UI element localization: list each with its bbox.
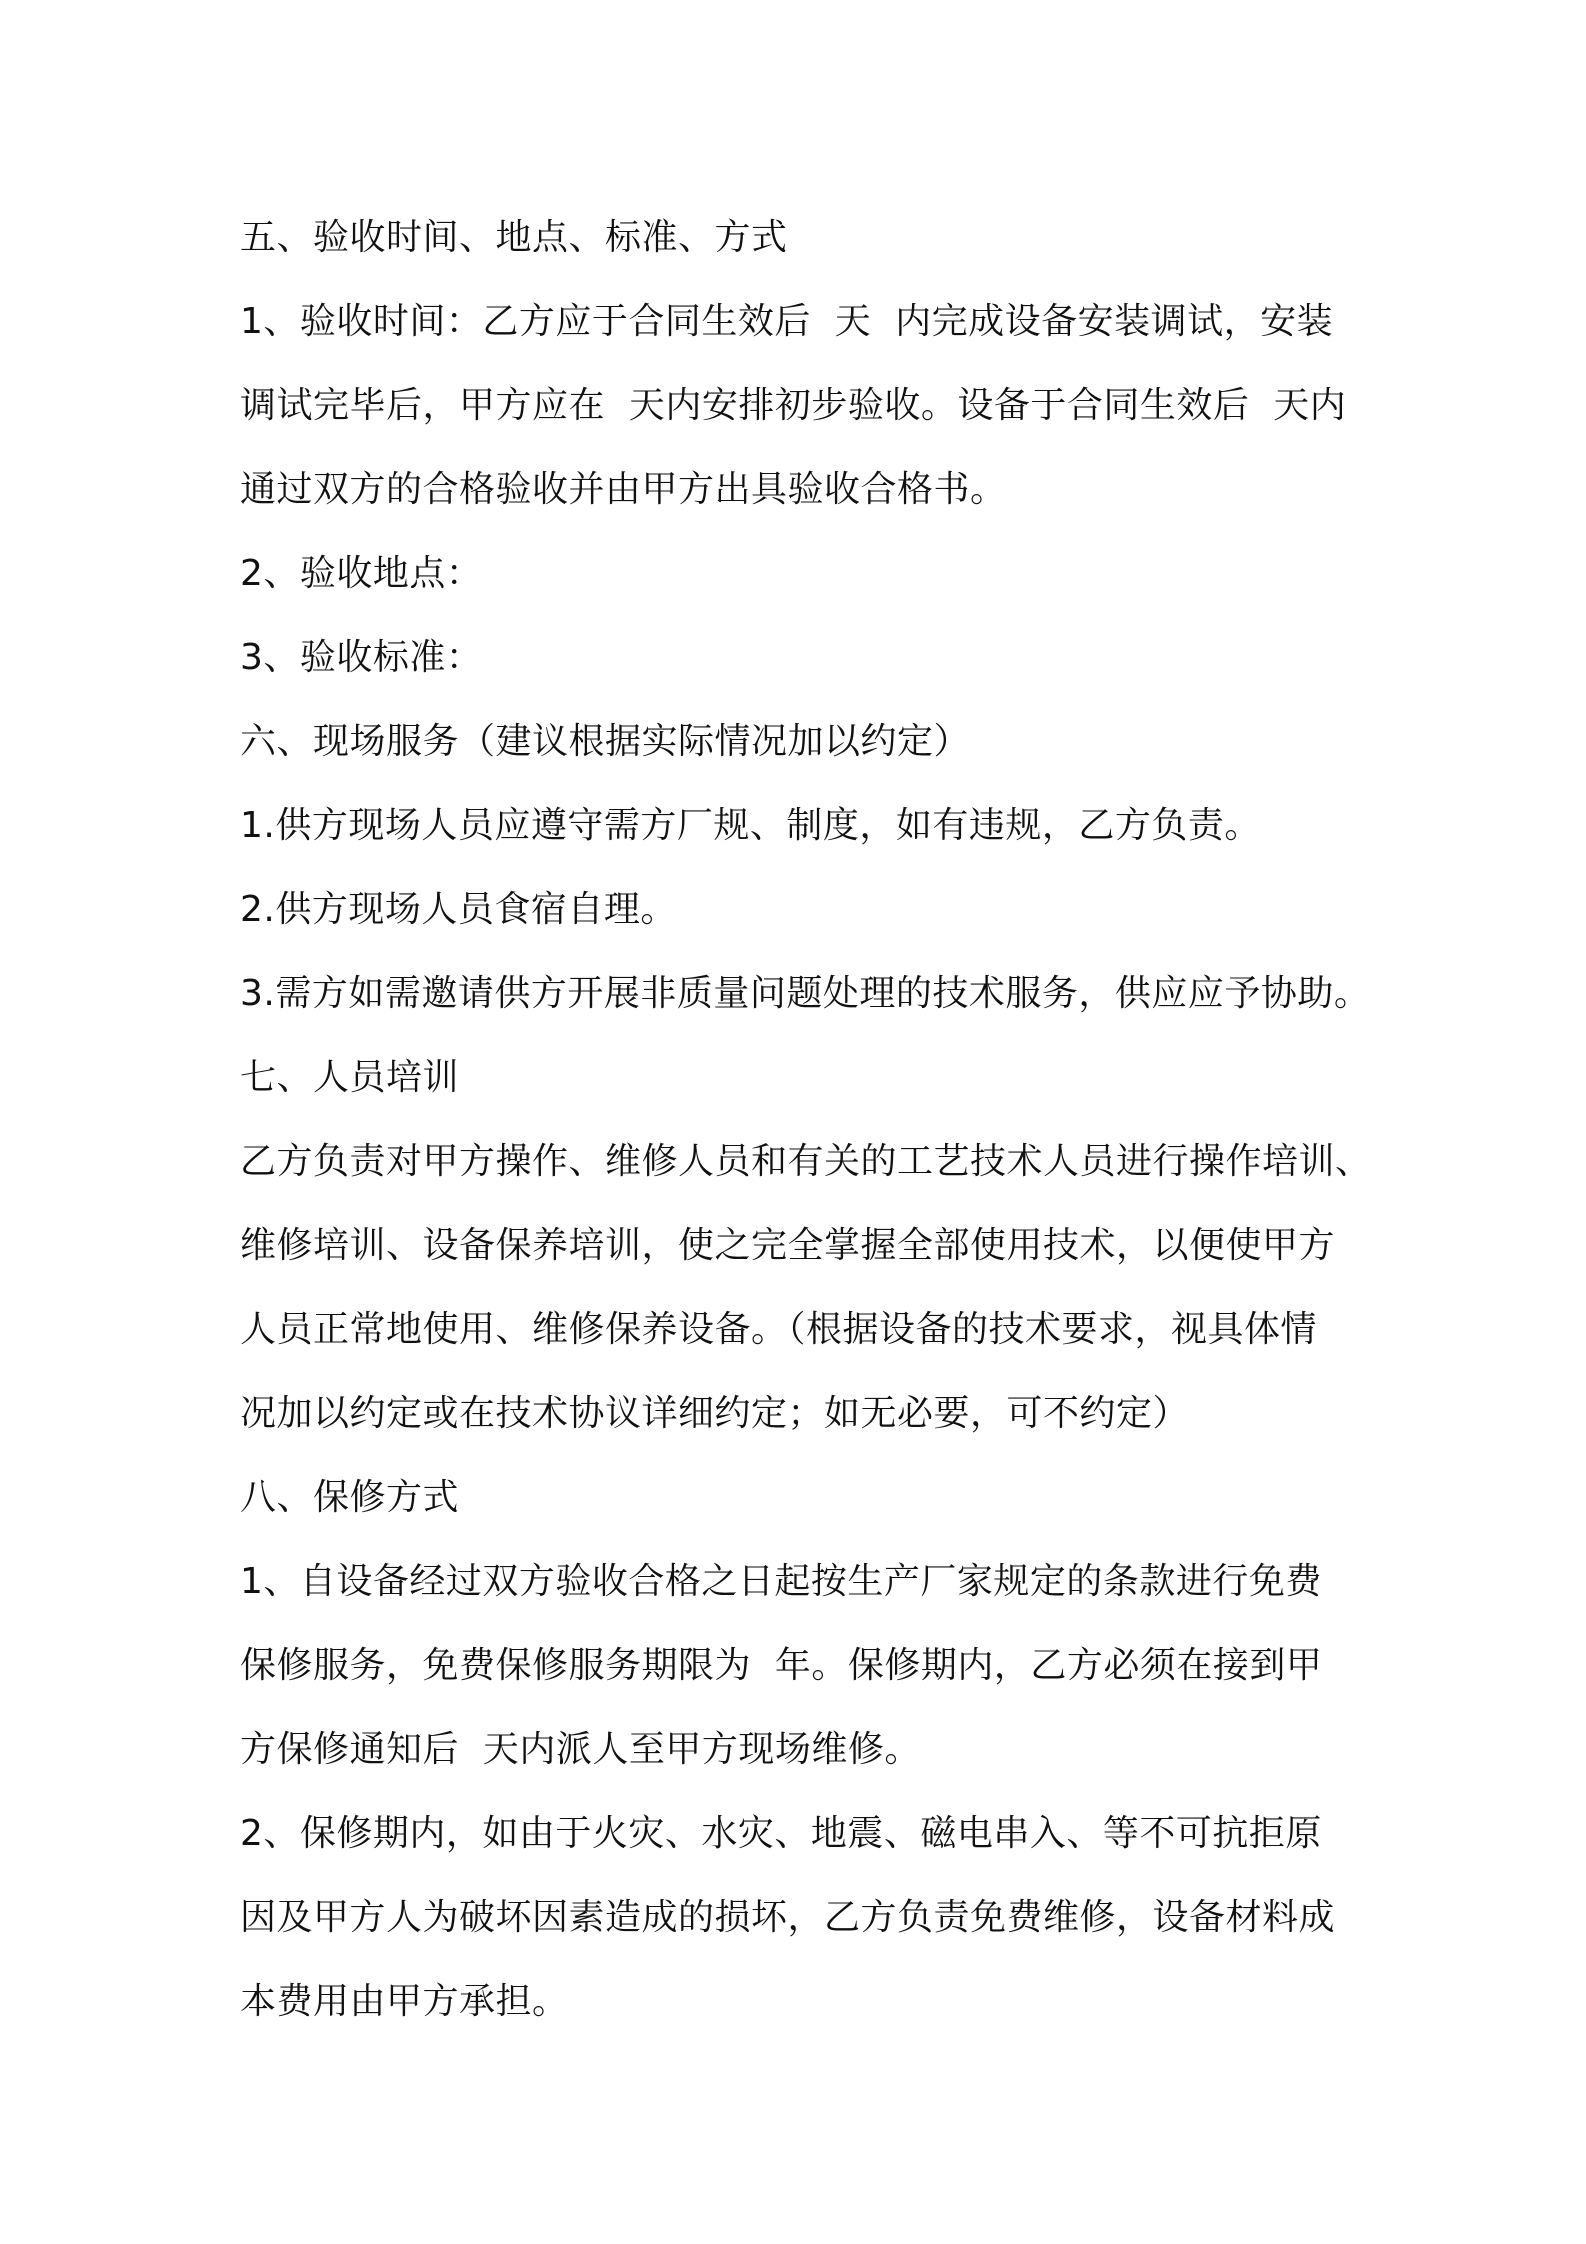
- paragraph-line: 维修培训、设备保养培训，使之完全掌握全部使用技术，以便使甲方: [240, 1225, 1336, 1266]
- paragraph-line: 1、验收时间：乙方应于合同生效后 天 内完成设备安装调试，安装: [240, 301, 1334, 342]
- paragraph-line: 保修服务，免费保修服务期限为 年。保修期内，乙方必须在接到甲: [240, 1645, 1323, 1686]
- document-body: [240, 196, 1380, 2044]
- paragraph-line: 本费用由甲方承担。: [240, 1981, 569, 2022]
- paragraph-line: 方保修通知后 天内派人至甲方现场维修。: [240, 1729, 921, 1770]
- section-heading-onsite-service: 六、现场服务（建议根据实际情况加以约定）: [240, 721, 971, 762]
- paragraph-line: 1.供方现场人员应遵守需方厂规、制度，如有违规，乙方负责。: [240, 805, 1261, 846]
- paragraph-line: 因及甲方人为破坏因素造成的损坏，乙方负责免费维修，设备材料成: [240, 1897, 1336, 1938]
- paragraph-line: 1、自设备经过双方验收合格之日起按生产厂家规定的条款进行免费: [240, 1561, 1322, 1602]
- paragraph-line: 乙方负责对甲方操作、维修人员和有关的工艺技术人员进行操作培训、: [240, 1141, 1372, 1182]
- paragraph-line: 3.需方如需邀请供方开展非质量问题处理的技术服务，供应应予协助。: [240, 973, 1371, 1014]
- section-heading-acceptance: 五、验收时间、地点、标准、方式: [240, 217, 788, 258]
- section-heading-training: 七、人员培训: [240, 1057, 460, 1098]
- paragraph-line: 3、验收标准：: [240, 637, 483, 678]
- paragraph-line: 况加以约定或在技术协议详细约定；如无必要，可不约定）: [240, 1393, 1190, 1434]
- paragraph-line: 2.供方现场人员食宿自理。: [240, 889, 677, 930]
- paragraph-line: 人员正常地使用、维修保养设备。（根据设备的技术要求，视具体情: [240, 1309, 1318, 1350]
- paragraph-line: 2、保修期内，如由于火灾、水灾、地震、磁电串入、等不可抗拒原: [240, 1813, 1322, 1854]
- paragraph-line: 2、验收地点：: [240, 553, 483, 594]
- section-heading-warranty: 八、保修方式: [240, 1477, 460, 1518]
- paragraph-line: 调试完毕后，甲方应在 天内安排初步验收。设备于合同生效后 天内: [240, 385, 1347, 426]
- paragraph-line: 通过双方的合格验收并由甲方出具验收合格书。: [240, 469, 1007, 510]
